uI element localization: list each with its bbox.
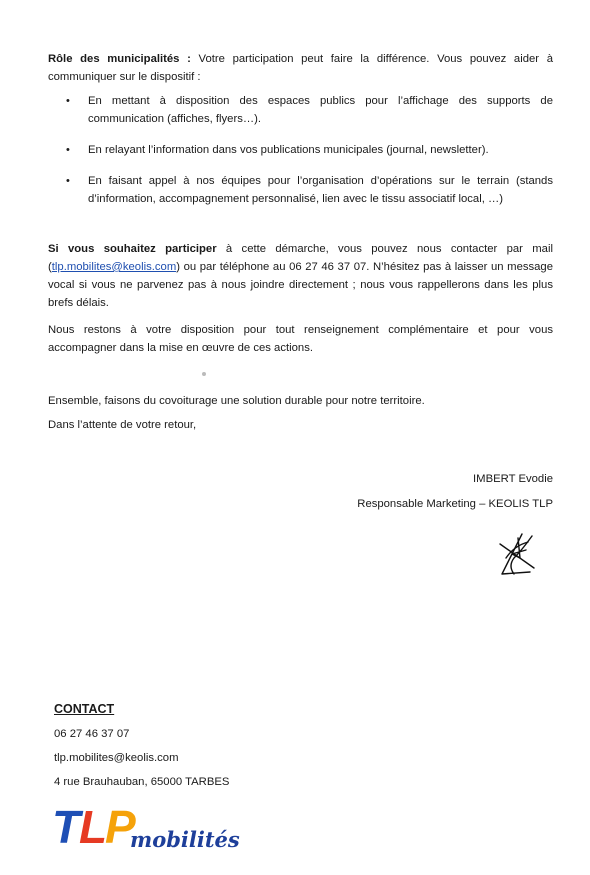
participate-paragraph: Si vous souhaitez participer à cette démarche, vous pouvez nous contacter par mail (tlp.mobilites@keolis.com) ou par téléphone au 06 27 46 37 07. N’hésitez pas à laisser un message vocal si vous ne parvenez pas à nous joindre directement ; nous vous rappellerons dans les plus brefs délais. bbox=[48, 243, 553, 309]
disposition-paragraph: Nous restons à votre disposition pour tout renseignement complémentaire et pour vous accompagner dans la mise en œuvre de ces actions. bbox=[48, 324, 553, 354]
contact-email: tlp.mobilites@keolis.com bbox=[54, 752, 179, 764]
list-item: • En mettant à disposition des espaces publics pour l’affichage des supports de communication (affiches, flyers…). bbox=[48, 92, 553, 128]
participate-heading: Si vous souhaitez participer bbox=[48, 243, 217, 255]
closing-line: Ensemble, faisons du covoiturage une solution durable pour notre territoire. bbox=[48, 395, 425, 407]
svg-text:T: T bbox=[52, 801, 81, 853]
contact-block bbox=[54, 700, 229, 797]
role-paragraph bbox=[48, 50, 553, 86]
tlp-mobilites-logo bbox=[52, 801, 240, 855]
scan-speck bbox=[202, 372, 206, 376]
bullet-marker: • bbox=[66, 95, 70, 107]
contact-address: 4 rue Brauhauban, 65000 TARBES bbox=[54, 776, 230, 788]
contact-phone: 06 27 46 37 07 bbox=[54, 728, 130, 740]
svg-text:mobilités: mobilités bbox=[130, 827, 240, 852]
role-text: Votre participation peut faire la différence. Vous pouvez aider à communiquer sur le dispositif : bbox=[48, 53, 553, 83]
closing-greeting: Dans l’attente de votre retour, bbox=[48, 419, 197, 431]
list-item: • En relayant l’information dans vos publications municipales (journal, newsletter). bbox=[48, 141, 553, 159]
role-heading: Rôle des municipalités : bbox=[48, 53, 191, 65]
bullet-marker: • bbox=[66, 175, 70, 187]
signer-title: Responsable Marketing – KEOLIS TLP bbox=[357, 498, 553, 510]
bullet-marker: • bbox=[66, 144, 70, 156]
list-item: • En faisant appel à nos équipes pour l’organisation d’opérations sur le terrain (stands d’information, accompagnement personnalisé, lien avec le tissu associatif local, …) bbox=[48, 172, 553, 208]
svg-text:P: P bbox=[105, 801, 136, 853]
handwritten-signature bbox=[492, 528, 538, 580]
signer-name: IMBERT Evodie bbox=[473, 473, 553, 485]
svg-text:L: L bbox=[79, 801, 108, 853]
email-link[interactable]: tlp.mobilites@keolis.com bbox=[51, 261, 177, 273]
contact-title: CONTACT bbox=[54, 702, 115, 716]
action-list bbox=[48, 92, 553, 221]
